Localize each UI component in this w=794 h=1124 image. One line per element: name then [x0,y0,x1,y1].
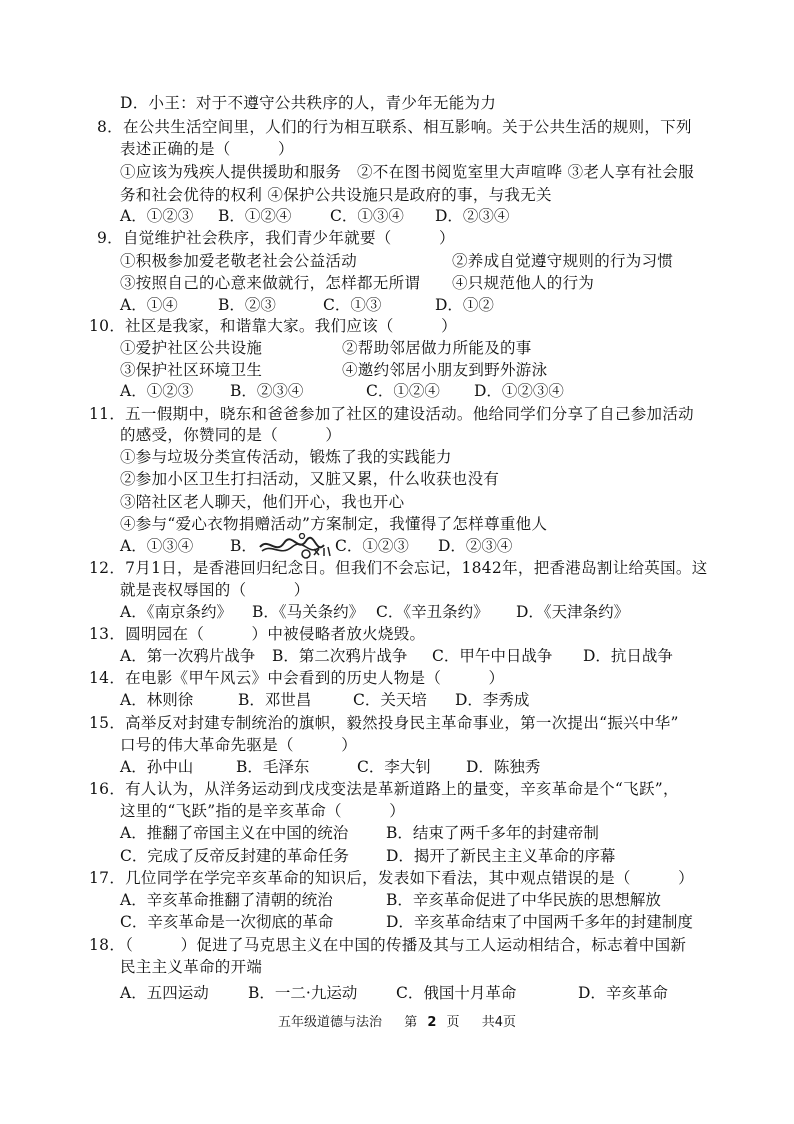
q13-stem: 13．圆明园在（ ）中被侵略者放火烧毁。 [89,625,426,643]
q16-option-c: C．完成了反帝反封建的革命任务 [120,847,349,865]
q10-option-b: B．②③④ [230,382,304,400]
q8-option-c: C．①③④ [330,207,404,225]
q9-item-4: ④只规范他人的行为 [452,274,595,292]
q10-item-2: ②帮助邻居做力所能及的事 [342,339,532,357]
q10-option-d: D．①②③④ [474,382,564,400]
q14-option-b: B．邓世昌 [238,691,312,709]
q8-option-b: B．①②④ [218,207,292,225]
q11-item-1: ①参与垃圾分类宣传活动，锻炼了我的实践能力 [120,448,452,466]
q10-stem: 10．社区是我家，和谐靠大家。我们应该（ ） [89,317,457,335]
q11-item-2: ②参加小区卫生打扫活动，又脏又累，什么收获也没有 [120,470,500,488]
page-footer [0,1014,794,1032]
q18-stem-line2: 民主主义革命的开端 [120,958,263,976]
q9-option-c: C．①③ [323,296,382,314]
q13-option-c: C．甲午中日战争 [432,647,553,665]
footer-page-number: 第 2 页 [404,1015,460,1030]
q10-item-4: ④邀约邻居小朋友到野外游泳 [342,361,548,379]
q14-option-d: D．李秀成 [455,691,530,709]
q13-option-b: B．第二次鸦片战争 [272,647,408,665]
q18-option-a: A．五四运动 [120,984,209,1002]
q15-stem-line1: 15．高举反对封建专制统治的旗帜，毅然投身民主革命事业，第一次提出“振兴中华” [89,714,679,732]
q10-option-c: C．①②④ [366,382,440,400]
q13-option-a: A．第一次鸦片战争 [120,647,256,665]
q10-item-3: ③保护社区环境卫生 [120,361,263,379]
q7-option-d: D．小王：对于不遵守公共秩序的人，青少年无能为力 [120,94,497,112]
q12-option-b: B．《马关条约》 [252,603,365,621]
q15-option-a: A．孙中山 [120,758,194,776]
q18-stem-line1: 18．（ ）促进了马克思主义在中国的传播及其与工人运动相结合，标志着中国新 [89,936,687,954]
footer-subject: 五年级道德与法治 [278,1015,383,1030]
q8-items-line2: 务和社会优待的权利 ④保护公共设施只是政府的事，与我无关 [120,186,552,204]
q10-item-1: ①爱护社区公共设施 [120,339,263,357]
q9-item-2: ②养成自觉遵守规则的行为习惯 [452,252,674,270]
q17-option-c: C．辛亥革命是一次彻底的革命 [120,913,334,931]
q9-item-1: ①积极参加爱老敬老社会公益活动 [120,252,358,270]
q16-option-d: D．揭开了新民主主义革命的序幕 [386,847,616,865]
q11-item-3: ③陪社区老人聊天，他们开心，我也开心 [120,493,405,511]
footer-total-pages: 共4页 [481,1015,516,1030]
q15-option-c: C．李大钊 [357,758,431,776]
q10-option-a: A．①②③ [120,382,194,400]
q12-option-d: D．《天津条约》 [516,603,630,621]
q15-option-d: D．陈独秀 [466,758,541,776]
q8-items-line1: ①应该为残疾人提供援助和服务 ②不在图书阅览室里大声喧哗 ③老人享有社会服 [120,163,695,181]
q9-stem: 9．自觉维护社会秩序，我们青少年就要（ ） [97,229,455,247]
q11-option-d: D．②③④ [438,537,513,555]
q16-stem-line1: 16．有人认为，从洋务运动到戊戌变法是革新道路上的量变，辛亥革命是个“飞跃”， [89,780,679,798]
q14-stem: 14．在电影《甲午风云》中会看到的历史人物是（ ） [89,669,505,687]
q12-option-a: A．《南京条约》 [120,603,232,621]
q13-option-d: D．抗日战争 [583,647,673,665]
q9-option-a: A．①④ [120,296,178,314]
q14-option-c: C．关天培 [353,691,427,709]
q8-option-d: D．②③④ [435,207,510,225]
q17-option-d: D．辛亥革命结束了中国两千多年的封建制度 [386,913,693,931]
q18-option-c: C．俄国十月革命 [396,984,517,1002]
q9-option-d: D．①② [435,296,494,314]
q8-option-a: A．①②③ [120,207,194,225]
q17-option-a: A．辛亥革命推翻了清朝的统治 [120,891,333,909]
q8-stem-line1: 8．在公共生活空间里，人们的行为相互联系、相互影响。关于公共生活的规则，下列 [97,118,692,136]
q15-option-b: B．毛泽东 [236,758,310,776]
q11-stem-line1: 11．五一假期中，晓东和爸爸参加了社区的建设活动。他给同学们分享了自己参加活动 [89,405,694,423]
q11-option-c: C．①②③ [335,537,409,555]
q8-stem-line2: 表述正确的是（ ） [120,140,294,158]
q11-stem-line2: 的感受，你赞同的是（ ） [120,426,342,444]
q17-stem: 17．几位同学在学完辛亥革命的知识后，发表如下看法，其中观点错误的是（ ） [89,869,694,887]
q14-option-a: A．林则徐 [120,691,194,709]
q12-stem-line2: 就是丧权辱国的（ ） [120,581,310,599]
q16-option-b: B．结束了两千多年的封建帝制 [386,824,599,842]
q9-item-3: ③按照自己的心意来做就行，怎样都无所谓 [120,274,421,292]
q18-option-b: B．一二·九运动 [248,984,358,1002]
q11-item-4: ④参与“爱心衣物捐赠活动”方案制定，我懂得了怎样尊重他人 [120,515,548,533]
q12-stem-line1: 12．7月1日，是香港回归纪念日。但我们不会忘记，1842年，把香港岛割让给英国。这 [89,559,708,577]
q17-option-b: B．辛亥革命促进了中华民族的思想解放 [386,891,661,909]
q15-stem-line2: 口号的伟大革命先驱是（ ） [120,736,358,754]
q11-option-b: B． [230,537,257,555]
q11-option-a: A．①③④ [120,537,194,555]
q16-stem-line2: 这里的“飞跃”指的是辛亥革命（ ） [120,802,406,820]
q9-option-b: B．②③ [218,296,276,314]
q12-option-c: C．《辛丑条约》 [376,603,489,621]
q16-option-a: A．推翻了帝国主义在中国的统治 [120,824,349,842]
q18-option-d: D．辛亥革命 [578,984,668,1002]
